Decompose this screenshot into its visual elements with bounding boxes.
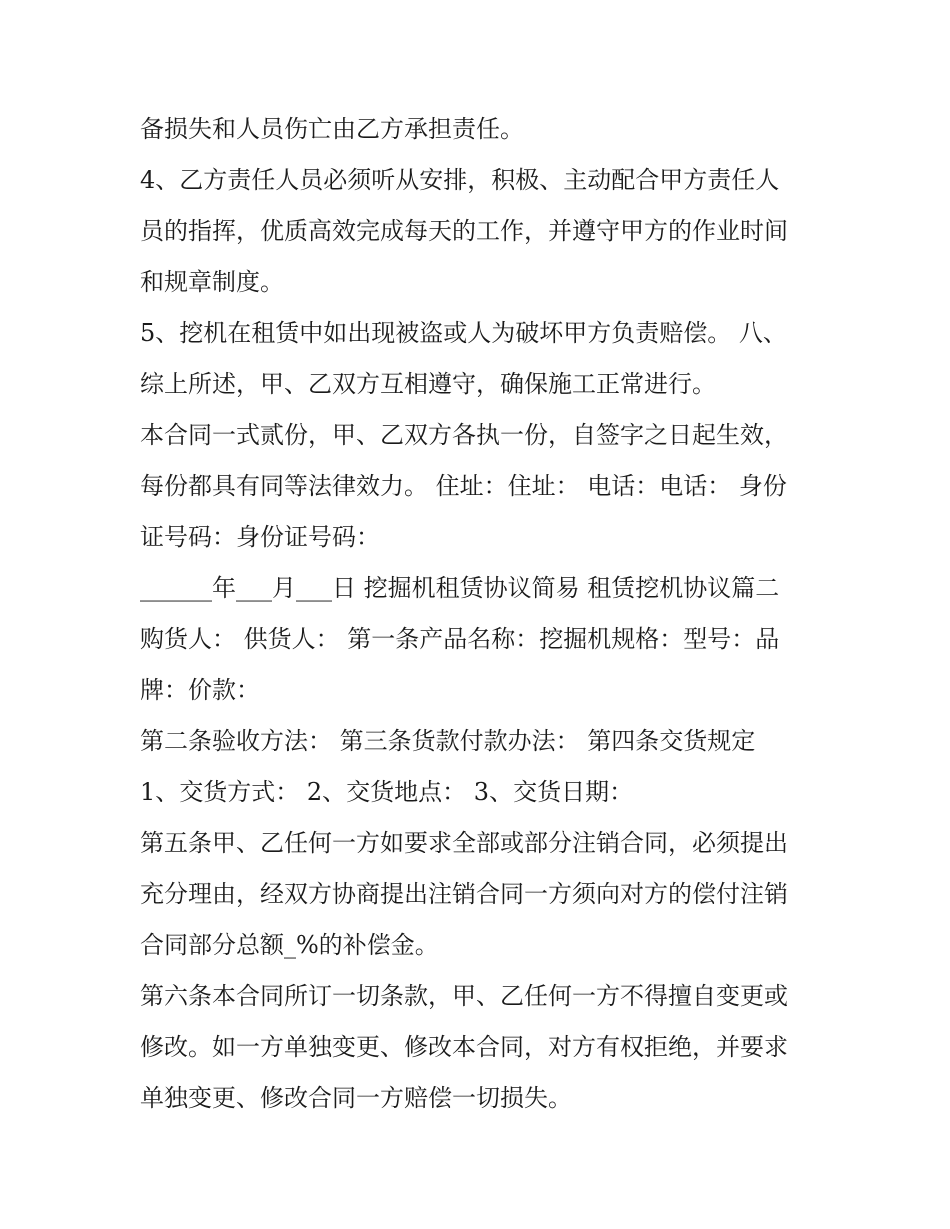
- text-line: ______年___月___日 挖掘机租赁协议简易 租赁挖机协议篇二: [140, 574, 780, 602]
- text-line: 合同部分总额_%的补偿金。: [140, 931, 439, 959]
- text-line: 综上所述，甲、乙双方互相遵守，确保施工正常进行。: [140, 370, 716, 398]
- text-line: 和规章制度。: [140, 268, 284, 296]
- text-line: 充分理由，经双方协商提出注销合同一方须向对方的偿付注销: [140, 880, 788, 908]
- text-line: 1、交货方式： 2、交货地点： 3、交货日期：: [140, 778, 634, 806]
- text-line: 第六条本合同所订一切条款，甲、乙任何一方不得擅自变更或: [140, 982, 788, 1010]
- text-line: 员的指挥，优质高效完成每天的工作，并遵守甲方的作业时间: [140, 217, 788, 245]
- text-line: 修改。如一方单独变更、修改本合同，对方有权拒绝，并要求: [140, 1033, 788, 1061]
- text-line: 本合同一式贰份，甲、乙双方各执一份，自签字之日起生效，: [140, 421, 788, 449]
- text-line: 购货人： 供货人： 第一条产品名称：挖掘机规格：型号：品: [140, 625, 780, 653]
- contract-text: [140, 104, 830, 1124]
- text-line: 第二条验收方法： 第三条货款付款办法： 第四条交货规定: [140, 727, 756, 755]
- text-line: 第五条甲、乙任何一方如要求全部或部分注销合同，必须提出: [140, 829, 788, 857]
- text-line: 每份都具有同等法律效力。 住址：住址： 电话：电话： 身份: [140, 472, 787, 500]
- text-line: 单独变更、修改合同一方赔偿一切损失。: [140, 1084, 572, 1112]
- text-line: 证号码：身份证号码：: [140, 523, 380, 551]
- text-line: 牌：价款：: [140, 676, 260, 704]
- text-line: 备损失和人员伤亡由乙方承担责任。: [140, 115, 524, 143]
- text-line: 4、乙方责任人员必须听从安排，积极、主动配合甲方责任人: [140, 166, 780, 194]
- text-line: 5、挖机在租赁中如出现被盗或人为破坏甲方负责赔偿。 八、: [140, 319, 787, 347]
